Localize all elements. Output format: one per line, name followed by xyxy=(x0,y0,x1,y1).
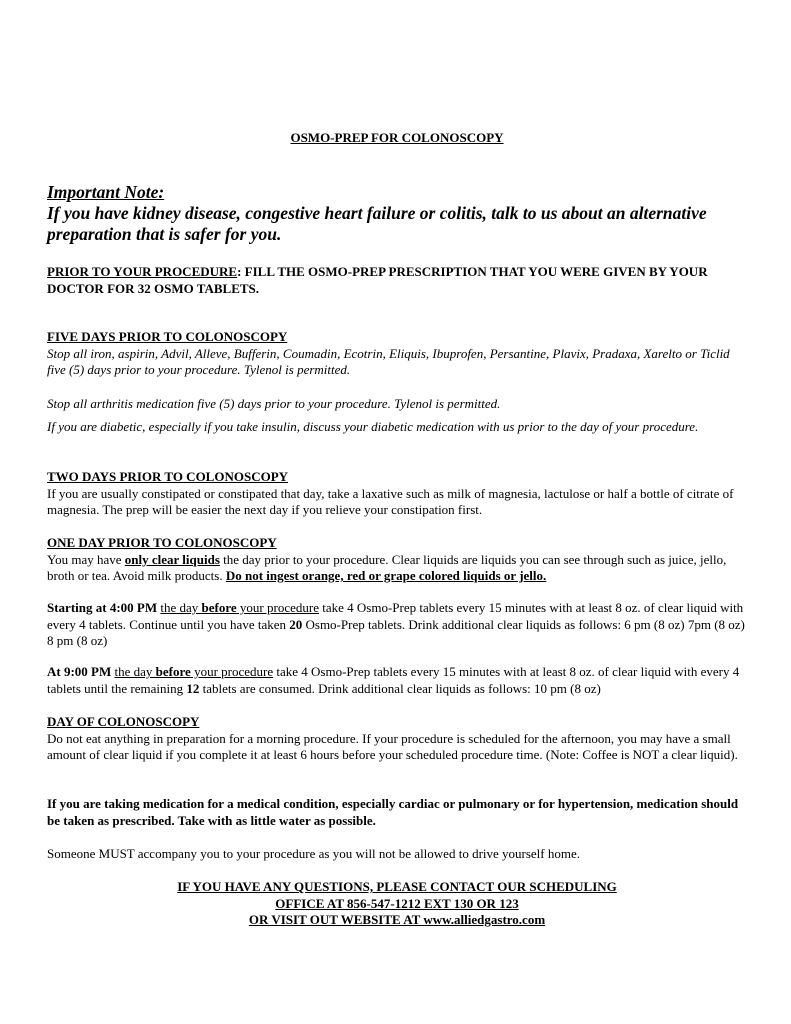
nine-pm-instructions xyxy=(47,664,747,697)
one-day-section xyxy=(47,535,747,585)
day-of-section xyxy=(47,714,747,764)
day-of-p1: Do not eat anything in preparation for a morning procedure. If your procedure is scheduled for the afternoon, you may have a small amount of clear liquid if you complete it at least 6 hours before your scheduled procedure time. (Note: Coffee is NOT a clear liquid). xyxy=(47,730,738,762)
document-title: OSMO-PREP FOR COLONOSCOPY xyxy=(290,130,504,145)
four-pm-liquids: Osmo-Prep tablets. Drink additional clear liquids as follows: 6 pm (8 oz) 7pm (8 oz) 8 pm (8 oz) xyxy=(47,616,745,648)
nine-pm-liquids: tablets are consumed. Drink additional clear liquids as follows: 10 pm (8 oz) xyxy=(199,680,601,696)
medication-note-wrap xyxy=(47,796,747,829)
day-of-heading: DAY OF COLONOSCOPY xyxy=(47,714,200,729)
accompany-note-wrap xyxy=(47,846,747,863)
prior-text: : FILL THE OSMO-PREP PRESCRIPTION THAT YOU WERE GIVEN BY YOUR DOCTOR FOR 32 OSMO TABLETS. xyxy=(47,264,708,296)
five-days-p2: Stop all arthritis medication five (5) days prior to your procedure. Tylenol is permitted. xyxy=(47,396,501,411)
five-days-p3: If you are diabetic, especially if you take insulin, discuss your diabetic medication with us prior to the day of your procedure. xyxy=(47,419,699,434)
five-days-heading: FIVE DAYS PRIOR TO COLONOSCOPY xyxy=(47,329,288,344)
four-pm-instructions xyxy=(47,600,747,650)
prior-to-procedure xyxy=(47,264,747,297)
nine-pm-before: before xyxy=(155,664,191,679)
clear-liquids-emphasis: only clear liquids xyxy=(124,551,220,567)
footer-line-1: IF YOU HAVE ANY QUESTIONS, PLEASE CONTACT OUR SCHEDULING xyxy=(177,879,617,894)
nine-pm-label: At 9:00 PM xyxy=(47,664,112,679)
two-days-section xyxy=(47,469,747,519)
four-pm-before: before xyxy=(201,600,237,615)
two-days-p1: If you are usually constipated or constipated that day, take a laxative such as milk of magnesia, lactulose or half a bottle of citrate of magnesia. The prep will be easier the next day if you relieve your constipation first. xyxy=(47,485,734,517)
five-days-p1: Stop all iron, aspirin, Advil, Alleve, Bufferin, Coumadin, Ecotrin, Eliquis, Ibuprofen, Persantine, Plavix, Pradaxa, Xarelto or Ticlid five (5) days prior to your procedure. Tylenol is permitted. xyxy=(47,345,730,377)
nine-pm-your-procedure: your procedure xyxy=(190,664,274,679)
nine-pm-the-day: the day xyxy=(114,664,156,679)
five-days-section xyxy=(47,329,747,379)
one-day-p1-c: the day prior to your procedure. Clear liquids are liquids you can see through such as juice, jello, broth or tea. Avoid milk products. xyxy=(47,551,727,583)
one-day-p1 xyxy=(47,552,747,585)
medication-note: If you are taking medication for a medical condition, especially cardiac or pulmonary or for hypertension, medication should be taken as prescribed. Take with as little water as possible. xyxy=(47,796,739,828)
footer-line-2: OFFICE AT 856-547-1212 EXT 130 OR 123 xyxy=(275,895,519,911)
accompany-note: Someone MUST accompany you to your procedure as you will not be allowed to drive yourself home. xyxy=(47,846,581,861)
contact-footer xyxy=(47,879,747,929)
important-note-text: If you have kidney disease, congestive heart failure or colitis, talk to us about an alternative preparation that is safer for you. xyxy=(47,203,707,244)
four-pm-label: Starting at 4:00 PM xyxy=(47,600,158,615)
four-pm-tablet-count: 20 xyxy=(289,616,303,632)
one-day-p1-a: You may have xyxy=(47,551,125,567)
one-day-heading: ONE DAY PRIOR TO COLONOSCOPY xyxy=(47,535,277,550)
four-pm-your-procedure: your procedure xyxy=(236,600,319,615)
important-note xyxy=(47,182,747,245)
five-days-p3-wrap xyxy=(47,419,747,436)
no-colored-liquids-warning: Do not ingest orange, red or grape colored liquids or jello. xyxy=(225,568,547,583)
five-days-p2-wrap xyxy=(47,396,747,413)
nine-pm-tablet-count: 12 xyxy=(186,680,200,696)
four-pm-text: take 4 Osmo-Prep tablets every 15 minutes with at least 8 oz. of clear liquid with every 4 tablets. Continue until you have taken xyxy=(47,600,744,632)
footer-line-3: OR VISIT OUT WEBSITE AT www.alliedgastro.com xyxy=(248,912,546,927)
nine-pm-text: take 4 Osmo-Prep tablets every 15 minutes with at least 8 oz. of clear liquid with every 4 tablets until the remaining xyxy=(47,664,740,696)
two-days-heading: TWO DAYS PRIOR TO COLONOSCOPY xyxy=(47,469,289,484)
prior-label: PRIOR TO YOUR PROCEDURE xyxy=(47,264,238,279)
four-pm-the-day: the day xyxy=(160,600,202,615)
important-note-heading: Important Note: xyxy=(47,182,165,202)
